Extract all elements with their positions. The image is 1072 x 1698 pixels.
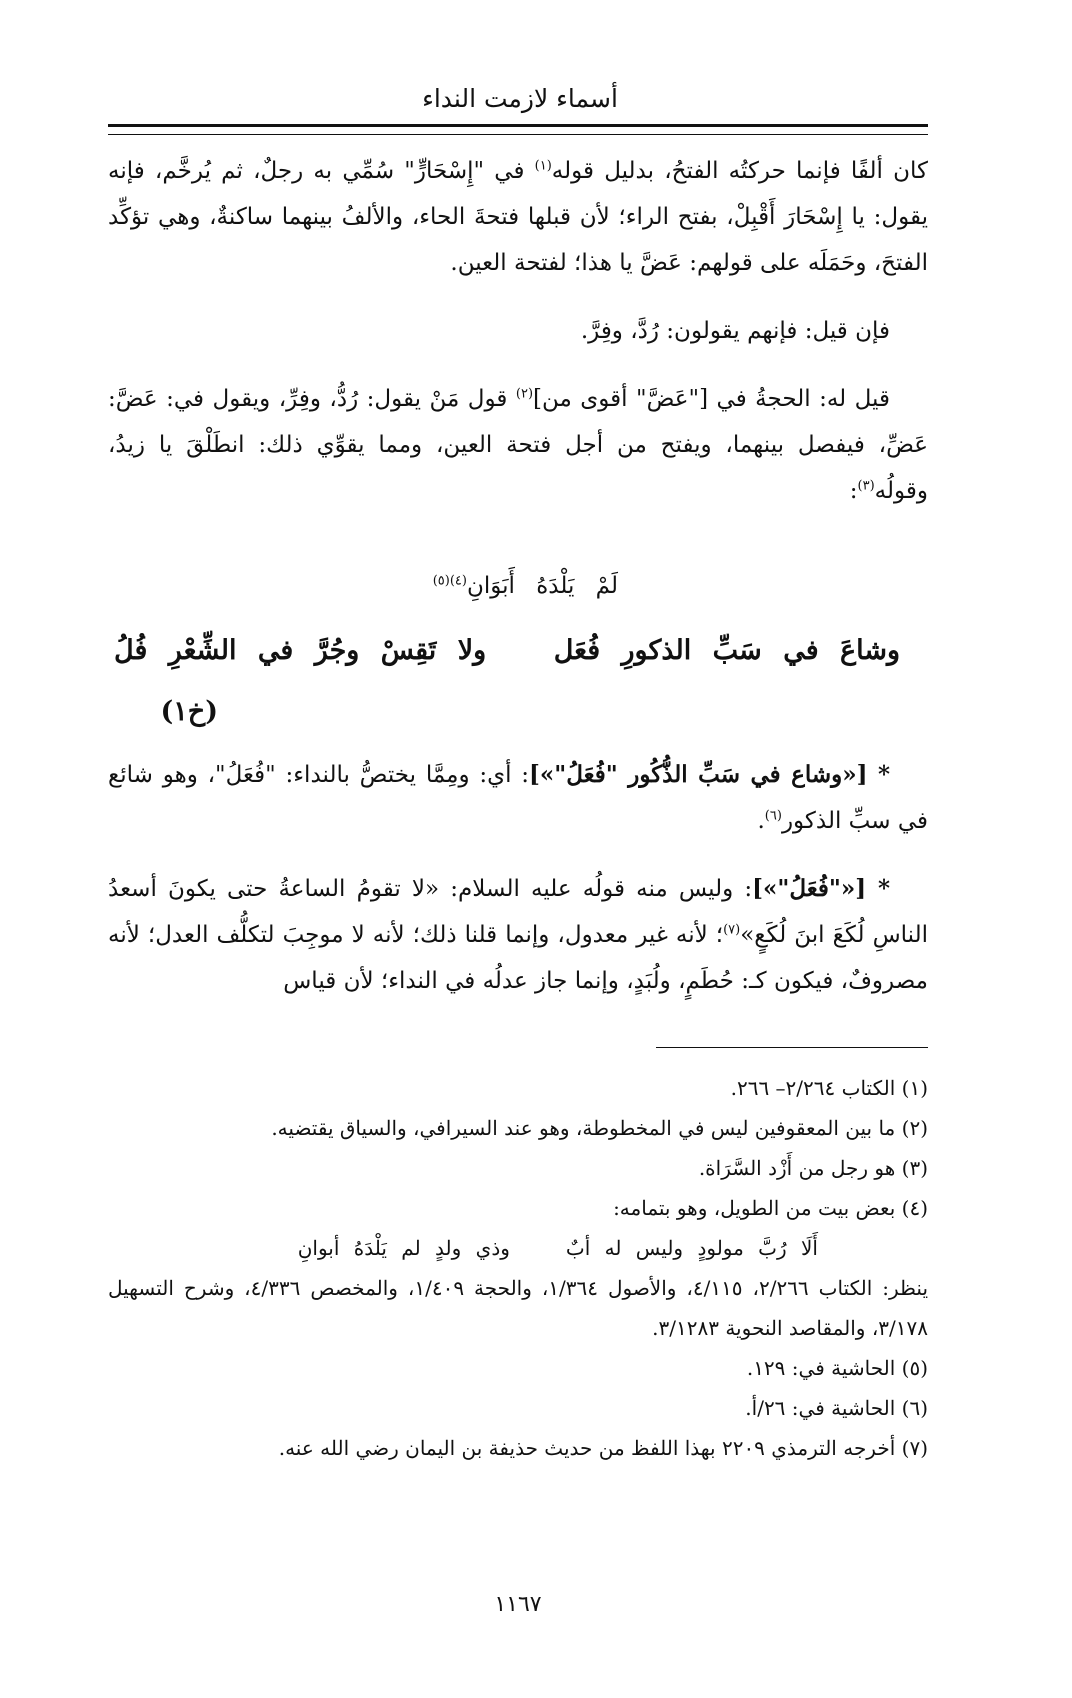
page-number: ١١٦٧	[494, 1592, 542, 1617]
commentary-2	[108, 866, 928, 1004]
header-rule-thin	[108, 134, 928, 135]
paragraph-1-rest: في "إِسْحَارٍّ" سُمِّي به رجلٌ، ثم يُرخَّم، فإنه يقول: يا إِسْحَارَ أَقْبِلْ، بفتح الراء؛ لأن قبلها فتحةَ الحاء، والألفُ بينهما ساكنةٌ، وهي تؤكِّد الفتحَ، وحَمَلَه على قولهم: عَضَّ يا هذا؛ لفتحة العين.	[108, 158, 928, 276]
footnote-ref-1: (١)	[534, 158, 552, 174]
paragraph-2: فإن قيل: فإنهم يقولون: رُدَّ، وفِرَّ.	[580, 318, 890, 344]
verse-number: (خ١)	[160, 696, 218, 727]
commentary-1-end: .	[757, 808, 765, 834]
alfiyya-verse	[108, 628, 928, 674]
commentary-1-text: : أي: ومِمَّا يختصُّ بالنداء: "فُعَلُ"، وهو شائع في سبِّ الذكور	[108, 762, 928, 834]
commentary-1	[108, 752, 928, 844]
footnote-4-sources: ينظر: الكتاب ٢/٢٦٦، ٤/١١٥، والأصول ١/٣٦٤، والحجة ١/٤٠٩، والمخصص ٤/٣٣٦، وشرح التسهيل ٣/١٧٨، والمقاصد النحوية ٣/١٢٨٣.	[108, 1276, 929, 1340]
footnote-separator	[656, 1047, 928, 1048]
main-text	[108, 148, 928, 514]
paragraph-3-end: :	[849, 478, 858, 504]
paragraph-1	[108, 148, 928, 286]
footnote-6: (٦) الحاشية في: ٢٦/أ.	[745, 1396, 928, 1420]
verse-hemistich-2: ولا تَقِسْ وجُرَّ في الشِّعْرِ فُلُ	[114, 635, 487, 666]
commentary-1-lemma: * [«وشاع في سَبِّ الذُّكُور "فُعَلُ"»]	[529, 761, 890, 788]
paragraph-3	[108, 376, 928, 514]
verse-fragment-text: لَمْ يَلْدَهُ أَبَوَانِ	[466, 573, 618, 599]
commentary-2-text: : وليس منه قولُه عليه السلام: «لا تقومُ الساعةُ حتى يكونَ أسعدُ الناسِ لُكَعَ ابنَ لُكَعٍ»	[108, 876, 928, 948]
footnote-5: (٥) الحاشية في: ١٢٩.	[746, 1356, 928, 1380]
footnote-4: (٤) بعض بيت من الطويل، وهو بتمامه:	[613, 1196, 928, 1220]
commentary-2-lemma: * [«"فُعَلُ"»]	[752, 875, 890, 902]
paragraph-3-rest: قول مَنْ يقول: رُدُّ، وفِرِّ، ويقول في: عَضَّ: عَضِّ، فيفصل بينهما، ويفتح من أجل فتحة العين، ومما يقوِّي ذلك: انطَلْقَ يا زيدُ، وقولُه	[108, 386, 928, 504]
footnote-ref-3: (٣)	[857, 478, 875, 494]
footnote-7: (٧) أخرجه الترمذي ٢٢٠٩ بهذا اللفظ من حديث حذيفة بن اليمان رضي الله عنه.	[278, 1436, 928, 1460]
verse-fragment	[108, 566, 928, 606]
paragraph-1-text: كان ألفًا فإنما حركتُه الفتحُ، بدليل قوله	[551, 158, 928, 184]
commentary-2-end: ؛ لأنه غير معدول، وإنما قلنا ذلك؛ لأنه لا موجِبَ لتكلُّف العدل؛ لأنه مصروفٌ، فيكون كـ: حُطَمٍ، ولُبَدٍ، وإنما جاز عدلُه في النداء؛ لأن قياس	[108, 922, 928, 994]
running-header: أسماء لازمت النداء	[422, 84, 618, 113]
footnote-ref-7: (٧)	[723, 922, 741, 938]
footnote-ref-2: (٢)	[515, 386, 534, 402]
footnote-3: (٣) هو رجل من أَزْد السَّرَاة.	[698, 1156, 928, 1180]
verse-hemistich-1: وشاعَ في سَبِّ الذكورِ فُعَل	[553, 635, 900, 666]
paragraph-3-text: قيل له: الحجةُ في ["عَضَّ" أقوى من]	[533, 386, 890, 412]
footnote-ref-4-5: (٤)(٥)	[432, 573, 467, 589]
header-rule-thick	[108, 124, 928, 127]
footnote-4-verse-a: أَلَا رُبَّ مولودٍ وليس له أبٌ	[565, 1236, 818, 1260]
footnotes	[108, 1068, 928, 1468]
footnote-2: (٢) ما بين المعقوفين ليس في المخطوطة، وهو عند السيرافي، والسياق يقتضيه.	[271, 1116, 928, 1140]
footnote-ref-6: (٦)	[764, 808, 782, 824]
footnote-1: (١) الكتاب ٢/٢٦٤– ٢٦٦.	[730, 1076, 928, 1100]
footnote-4-verse-b: وذي ولدٍ لم يَلْدَهُ أبوانِ	[297, 1236, 510, 1260]
verse-number-line	[108, 692, 928, 732]
commentary	[108, 752, 928, 1004]
footnote-4-verse	[108, 1228, 928, 1268]
